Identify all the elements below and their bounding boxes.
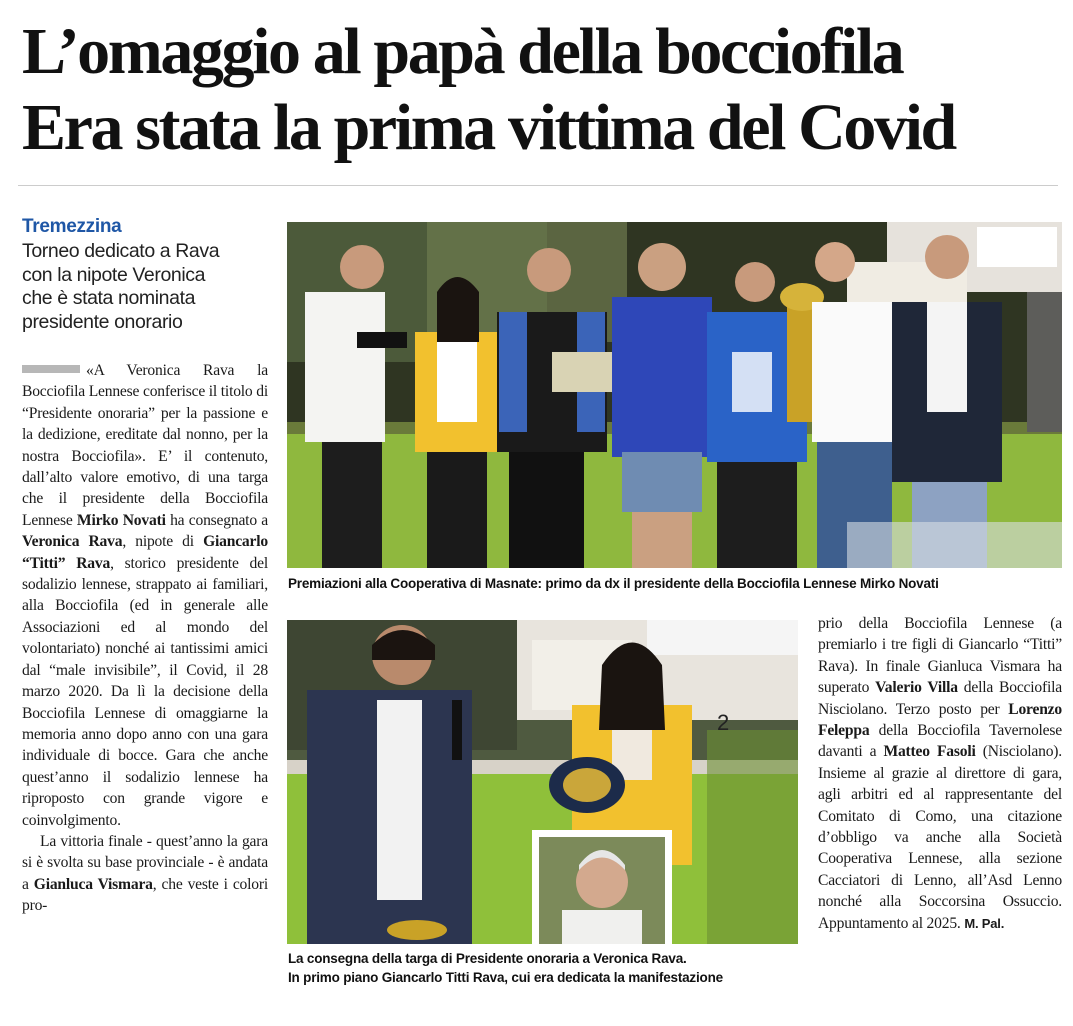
photo-award-ceremony bbox=[287, 222, 1062, 568]
person-name: Veronica Rava bbox=[22, 533, 123, 551]
headline bbox=[22, 14, 1062, 166]
text-run: della Bocciofila Nisciolano. Terzo posto per bbox=[818, 679, 1062, 718]
divider bbox=[18, 185, 1058, 186]
person-name: Giancarlo “Titti” Rava bbox=[22, 533, 268, 572]
headline-line-2: Era stata la prima vittima del Covid bbox=[22, 91, 955, 164]
text-run: (Nisciolano). Insieme al grazie al direttore di gara, agli arbitri ed al rappresentante del Comitato di Como, una citazione d’obbligo va anche alla Società Cooperativa Lennese, alla sezione Cacciatori di Lenno, all’Asd Lenno nonché alla Soccorsina Ossuccio. Appuntamento al 2025. bbox=[818, 743, 1062, 932]
subhead-line: Torneo dedicato a Rava bbox=[22, 240, 220, 262]
subheadline bbox=[22, 240, 272, 334]
photo-caption-2-line-2: In primo piano Giancarlo Titti Rava, cui era dedicata la manifestazione bbox=[288, 970, 723, 985]
paragraph-text bbox=[22, 833, 268, 914]
article-column-2 bbox=[818, 613, 1062, 934]
photo-plaque-handover bbox=[287, 620, 798, 944]
person-name: Mirko Novati bbox=[76, 511, 166, 529]
person-name: Valerio Villa bbox=[875, 679, 958, 697]
subhead-line: presidente onorario bbox=[22, 310, 183, 333]
person-name: Lorenzo Feleppa bbox=[818, 700, 1062, 740]
paragraph-text bbox=[818, 615, 1062, 932]
photo-caption-2-line-1: La consegna della targa di Presidente onoraria a Veronica Rava. bbox=[288, 951, 687, 966]
person-name: Gianluca Vismara bbox=[33, 875, 153, 893]
article-column-1 bbox=[22, 360, 268, 917]
kicker-location: Tremezzina bbox=[22, 216, 122, 237]
text-run: , che veste i colori pro- bbox=[22, 875, 268, 915]
photo-plaque-handover-image bbox=[287, 620, 798, 944]
person-name: Matteo Fasoli bbox=[883, 743, 976, 761]
article-paragraph-1 bbox=[22, 360, 268, 831]
subhead-line: che è stata nominata bbox=[22, 287, 196, 309]
subhead-line: con la nipote Veronica bbox=[22, 263, 206, 286]
article-paragraph-2-continued bbox=[818, 613, 1062, 934]
photo-award-ceremony-image bbox=[287, 222, 1062, 568]
text-run: ha consegnato a bbox=[165, 511, 268, 529]
court-number: 2 bbox=[717, 710, 730, 735]
text-run: della Bocciofila Tavernolese davanti a bbox=[818, 722, 1062, 761]
text-run: «A Veronica Rava la Bocciofila Lennese conferisce il titolo di “Presidente onoraria” per la passione e la dedizione, ereditate dal nonno, per la nostra Bocciofila». E’ il contenuto, dall’alto valore emotivo, di una targa che il presidente della Bocciofila Lennese bbox=[22, 362, 268, 529]
headline-line-1: L’omaggio al papà della bocciofila bbox=[22, 15, 903, 88]
text-run: La vittoria finale - quest’anno la gara si è svolta su base provinciale - è andata a bbox=[22, 832, 268, 893]
lead-bar-icon bbox=[22, 365, 80, 373]
author-signature: M. Pal. bbox=[964, 915, 1005, 931]
text-run: , nipote di bbox=[122, 533, 204, 551]
text-run: prio della Bocciofila Lennese (a premiarlo i tre figli di Giancarlo “Titti” Rava). In finale Gianluca Vismara ha superato bbox=[818, 615, 1062, 697]
text-run: , storico presidente del sodalizio lennese, strappato ai familiari, alla Bocciofila (ed in generale alle Associazioni ed al mondo del volontariato) nonché ai tantissimi amici dal “male invisibile”, il Covid, il 28 marzo 2020. Da lì la decisione della Bocciofila Lennese di omaggiarne la memoria anno dopo anno con una gara individuale di bocce. Gara che anche quest’anno il sodalizio lennese ha riproposto con grande vigore e coinvolgimento. bbox=[22, 554, 268, 829]
article-paragraph-2 bbox=[22, 831, 268, 917]
photo-caption-2 bbox=[288, 949, 800, 987]
paragraph-text bbox=[22, 362, 268, 829]
photo-caption-1: Premiazioni alla Cooperativa di Masnate: primo da dx il presidente della Bocciofila Lennese Mirko Novati bbox=[288, 576, 939, 591]
